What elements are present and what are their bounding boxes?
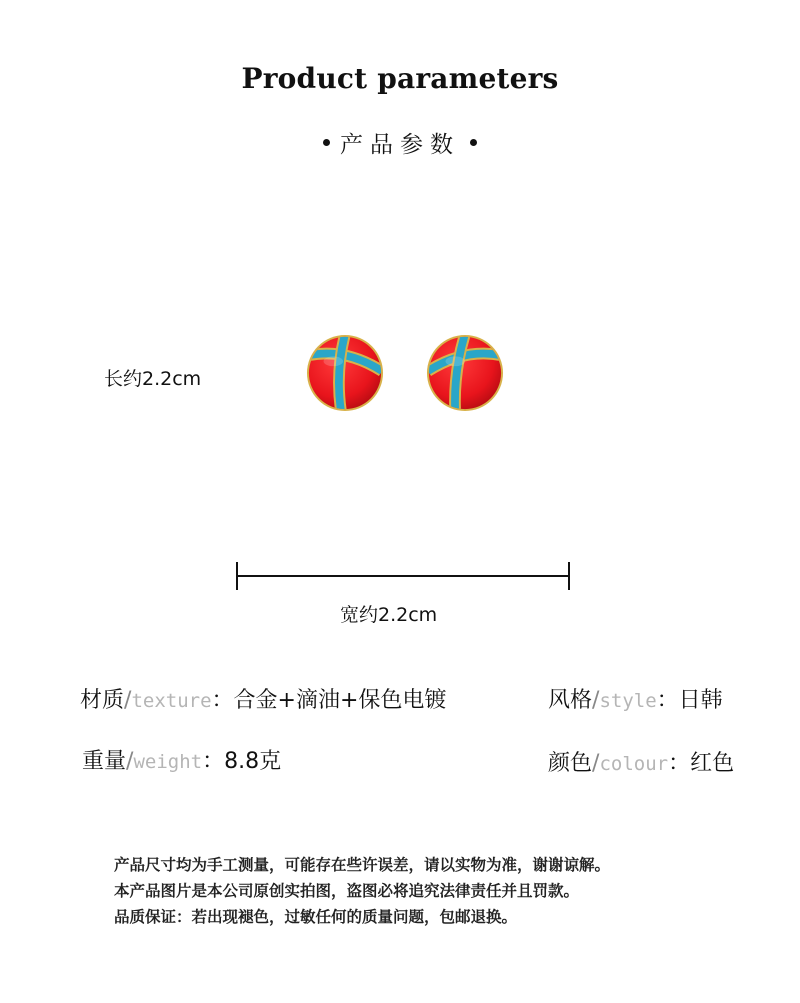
spec-colour bbox=[548, 746, 734, 777]
spec-weight-sep: / bbox=[126, 749, 134, 774]
earring-left-image bbox=[306, 334, 384, 412]
spec-style bbox=[548, 683, 723, 714]
note-line: 本产品图片是本公司原创实拍图，盗图必将追究法律责任并且罚款。 bbox=[114, 882, 580, 900]
width-label: 宽约2.2cm bbox=[340, 604, 438, 626]
note-line: 品质保证：若出现褪色，过敏任何的质量问题，包邮退换。 bbox=[114, 908, 518, 926]
notes-block bbox=[114, 852, 610, 930]
spec-material-value: 合金+滴油+保色电镀 bbox=[233, 688, 447, 713]
spec-material-zh: 材质 bbox=[80, 688, 125, 713]
spec-weight-colon: ： bbox=[202, 749, 225, 774]
spec-colour-zh: 颜色 bbox=[548, 751, 593, 776]
measure-cap-right bbox=[568, 562, 570, 590]
spec-style-zh: 风格 bbox=[548, 688, 593, 713]
length-label: 长约2.2cm bbox=[104, 368, 202, 390]
spec-colour-colon: ： bbox=[668, 751, 691, 776]
spec-colour-en: colour bbox=[599, 753, 669, 775]
page-subtitle bbox=[0, 126, 800, 159]
spec-weight bbox=[82, 744, 281, 775]
bullet-dot-icon bbox=[323, 139, 330, 146]
bullet-dot-icon bbox=[470, 139, 477, 146]
spec-style-value: 日韩 bbox=[678, 688, 723, 713]
spec-style-colon: ： bbox=[656, 688, 679, 713]
spec-material bbox=[80, 683, 446, 714]
spec-colour-sep: / bbox=[592, 751, 600, 776]
spec-material-en: texture bbox=[131, 690, 212, 712]
note-line: 产品尺寸均为手工测量，可能存在些许误差，请以实物为准，谢谢谅解。 bbox=[114, 856, 611, 874]
spec-material-colon: ： bbox=[211, 688, 234, 713]
spec-weight-en: weight bbox=[133, 751, 203, 773]
spec-material-sep: / bbox=[124, 688, 132, 713]
page-title: Product parameters bbox=[241, 62, 559, 95]
measure-line bbox=[236, 575, 570, 577]
spec-weight-zh: 重量 bbox=[82, 749, 127, 774]
spec-colour-value: 红色 bbox=[690, 751, 735, 776]
width-measure-bar bbox=[236, 562, 570, 590]
spec-weight-value: 8.8克 bbox=[224, 749, 282, 774]
spec-style-en: style bbox=[599, 690, 657, 712]
subtitle-text: 产品参数 bbox=[340, 132, 460, 158]
earring-right-image bbox=[426, 334, 504, 412]
spec-style-sep: / bbox=[592, 688, 600, 713]
